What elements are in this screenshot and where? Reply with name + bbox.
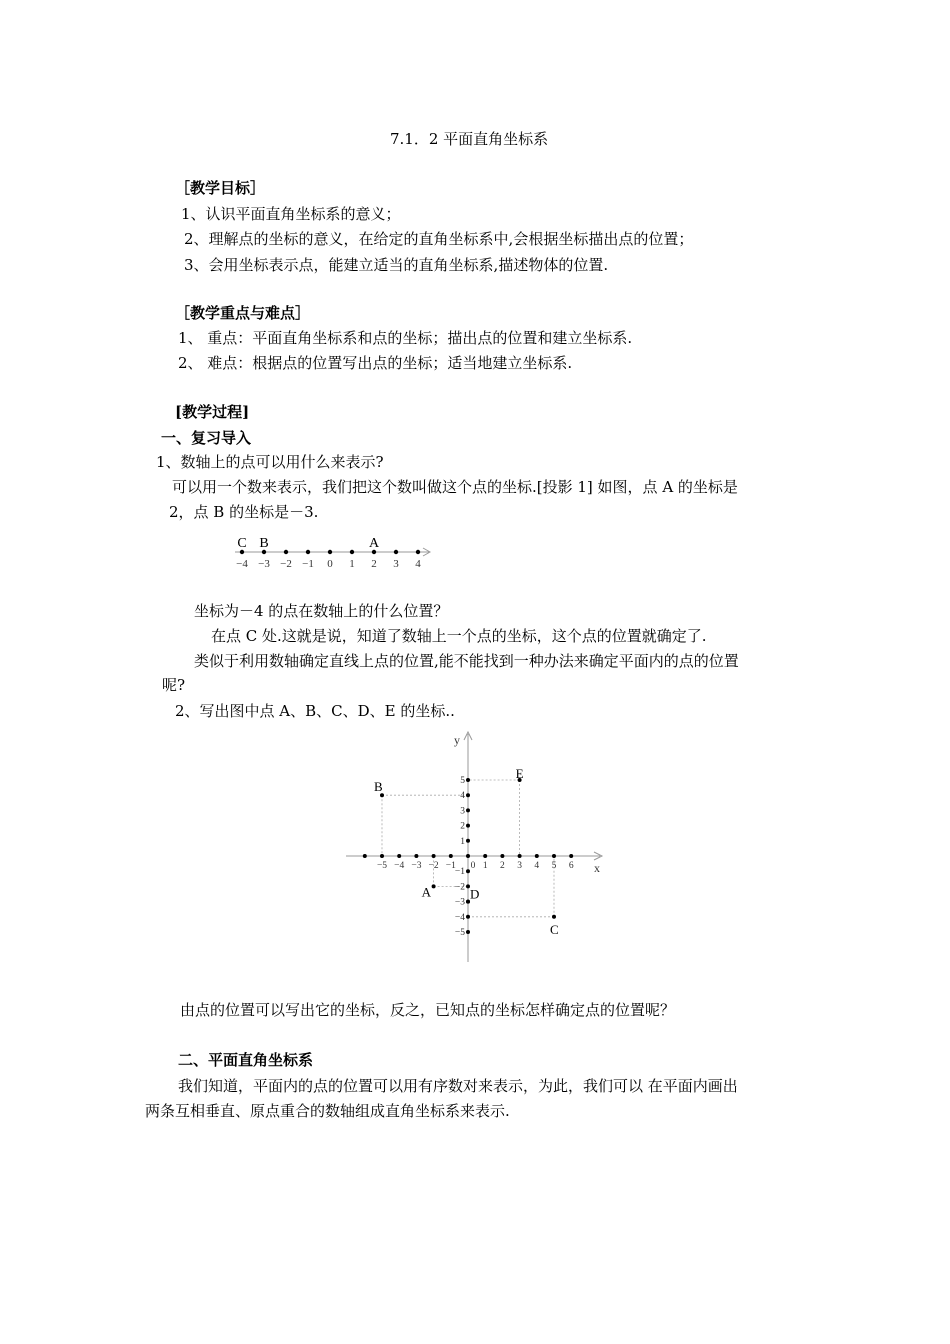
objective-item: 2、理解点的坐标的意义，在给定的直角坐标系中,会根据坐标描出点的位置； [184,230,694,248]
y-axis-tick-label: 5 [460,776,465,786]
process-heading: [教学过程] [175,403,250,421]
section-heading: 二、平面直角坐标系 [178,1051,314,1069]
number-line-tick-label: 1 [349,558,355,570]
number-line-tick-label: −3 [258,558,270,570]
number-line-tick-label: 4 [415,558,421,570]
x-axis-tick-dot [380,854,384,858]
x-axis-tick-dot [569,854,573,858]
x-axis-tick-dot [363,854,367,858]
x-axis-tick-dot [449,854,453,858]
y-axis-tick-dot [466,869,470,873]
x-axis-tick-label: −2 [428,861,439,871]
y-axis-tick-dot [466,778,470,782]
x-axis-label: x [594,861,600,875]
plane-point-label: A [421,884,431,900]
y-axis-tick-label: −2 [454,882,465,893]
question-2: 坐标为－4 的点在数轴上的什么位置？ [194,602,449,620]
x-axis-tick-dot [432,854,436,858]
objective-item: 1、认识平面直角坐标系的意义； [181,205,401,223]
x-axis-tick-label: 6 [568,861,574,871]
number-line-tick-label: −1 [302,558,314,570]
y-axis-tick-dot [466,793,470,797]
keypoint-item: 1、 重点：平面直角坐标系和点的坐标；描出点的位置和建立坐标系. [178,329,633,347]
x-axis-tick-label: 0 [470,861,476,871]
number-line-point-label: A [368,536,380,551]
y-axis-tick-label: −1 [454,867,465,878]
x-axis-tick-label: −5 [376,861,388,871]
x-axis-tick-label: −3 [411,861,422,871]
paragraph: 可以用一个数来表示，我们把这个数叫做这个点的坐标.[投影 1] 如图，点 A 的坐标是 [172,478,738,496]
x-axis-tick-label: 1 [482,861,488,871]
x-axis-tick-label: 3 [517,861,522,871]
page-title: 7.1．2 平面直角坐标系 [390,130,549,148]
objectives-heading: ［教学目标］ [175,179,266,197]
plane-point-label: B [374,779,383,795]
y-axis-tick-label: −4 [454,912,465,923]
paragraph: 两条互相垂直、原点重合的数轴组成直角坐标系来表示. [145,1102,510,1120]
paragraph: 我们知道，平面内的点的位置可以用有序数对来表示，为此，我们可以 在平面内画出 [178,1077,738,1095]
plane-point-label: E [515,766,524,781]
x-axis-tick-dot [518,854,522,858]
y-axis-tick-label: 4 [460,791,465,802]
y-axis-tick-dot [466,915,470,919]
x-axis-tick-label: −4 [394,861,405,871]
number-line-tick-label: 3 [393,558,399,570]
y-axis-label: y [454,733,460,747]
y-axis-tick-label: −3 [454,897,465,908]
plane-point-label: C [550,921,559,937]
keypoint-item: 2、 难点：根据点的位置写出点的坐标；适当地建立坐标系. [178,354,573,372]
objective-item: 3、会用坐标表示点，能建立适当的直角坐标系,描述物体的位置. [184,256,609,274]
number-line-tick-label: 0 [327,558,333,570]
paragraph: 2，点 B 的坐标是－3. [169,503,319,521]
paragraph: 由点的位置可以写出它的坐标，反之，已知点的坐标怎样确定点的位置呢？ [180,1001,676,1019]
number-line-tick-label: −2 [280,558,292,570]
y-axis-tick-label: 1 [460,836,465,847]
answer-2: 在点 C 处.这就是说，知道了数轴上一个点的坐标，这个点的位置就确定了. [211,627,707,645]
x-axis-tick-label: 2 [500,861,505,871]
x-axis-tick-dot [397,854,401,858]
x-axis-tick-dot [414,854,418,858]
number-line-point-label: C [237,536,247,551]
origin-dot [466,854,470,858]
plane-point [552,915,556,919]
x-axis-tick-label: 4 [534,861,540,871]
paragraph: 类似于利用数轴确定直线上点的位置,能不能找到一种办法来确定平面内的点的位置 [194,652,739,670]
y-axis-tick-label: 3 [460,806,465,817]
number-line-tick-label: −4 [236,558,248,570]
y-axis-tick-dot [466,808,470,812]
x-axis-tick-dot [483,854,487,858]
y-axis-tick-dot [466,824,470,828]
x-axis-tick-dot [500,854,504,858]
y-axis-tick-label: 2 [460,821,465,832]
y-axis-tick-label: −5 [454,928,465,938]
question-1: 1、数轴上的点可以用什么来表示? [156,453,384,471]
plane-point [432,884,436,888]
paragraph: 呢? [162,676,186,694]
x-axis-tick-label: −1 [445,861,456,871]
x-axis-tick-dot [552,854,556,858]
section-heading: 一、复习导入 [161,429,252,447]
plane-point-label: D [470,886,480,902]
number-line-point-label: B [259,536,269,551]
x-axis-tick-dot [535,854,539,858]
number-line-tick-label: 2 [371,558,377,570]
y-axis-tick-dot [466,839,470,843]
x-axis-tick-label: 5 [551,861,557,871]
y-axis-tick-dot [466,930,470,934]
question-3: 2、写出图中点 A、B、C、D、E 的坐标.. [175,702,455,720]
keypoints-heading: ［教学重点与难点］ [175,304,311,322]
